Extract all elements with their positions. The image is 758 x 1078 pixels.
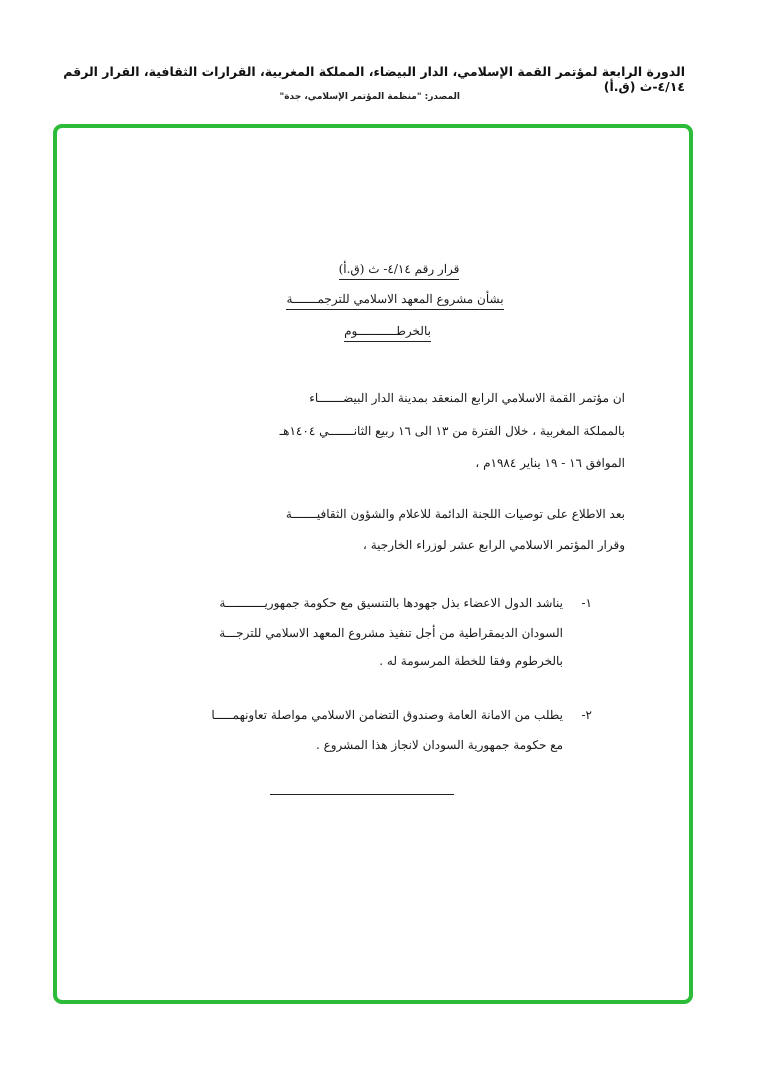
decision-subject <box>258 292 532 306</box>
document-frame <box>53 124 693 1004</box>
item-1-line-1: يناشد الدول الاعضاء بذل جهودها بالتنسيق مع حكومة جمهوريـــــــــــة <box>219 596 563 610</box>
closing-rule <box>270 794 454 795</box>
decision-title <box>318 262 480 276</box>
document-header-title: الدورة الرابعة لمؤتمر القمة الإسلامي، الدار البيضاء، المملكة المغربية، القرارات الثقافية، القرار الرقم ٤/١٤-ث (ق.أ) <box>63 64 685 94</box>
item-2-line-2: مع حكومة جمهورية السودان لانجاز هذا المشروع . <box>315 738 563 752</box>
preamble-line-1: ان مؤتمر القمة الاسلامي الرابع المنعقد بمدينة الدار البيضـــــــاء <box>309 391 625 405</box>
item-1-number: ١- <box>581 596 592 610</box>
item-2-line-1: يطلب من الامانة العامة وصندوق التضامن الاسلامي مواصلة تعاونهمـــــا <box>211 708 563 722</box>
preamble-line-2: بالمملكة المغربية ، خلال الفترة من ١٣ الى ١٦ ربيع الثانـــــــي ١٤٠٤هـ <box>279 424 625 438</box>
recital-line-2: وقرار المؤتمر الاسلامي الرابع عشر لوزراء الخارجية ، <box>363 538 625 552</box>
decision-location-text: بالخرطـــــــــــوم <box>344 324 431 342</box>
item-1-line-3: بالخرطوم وفقا للخطة المرسومة له . <box>379 654 563 668</box>
decision-subject-text: بشأن مشروع المعهد الاسلامي للترجمـــــــة <box>286 292 503 310</box>
document-header-source: المصدر: "منظمة المؤتمر الإسلامي، جدة" <box>279 92 460 102</box>
item-1-line-2: السودان الديمقراطية من أجل تنفيذ مشروع المعهد الاسلامي للترجـــة <box>219 626 563 640</box>
decision-number: قرار رقم ٤/١٤- ث (ق.أ) <box>339 262 460 280</box>
preamble-line-3: الموافق ١٦ - ١٩ يناير ١٩٨٤م ، <box>475 456 625 470</box>
item-2-number: ٢- <box>581 708 592 722</box>
decision-location <box>325 324 450 338</box>
recital-line-1: بعد الاطلاع على توصيات اللجنة الدائمة للاعلام والشؤون الثقافيـــــــة <box>285 507 625 521</box>
